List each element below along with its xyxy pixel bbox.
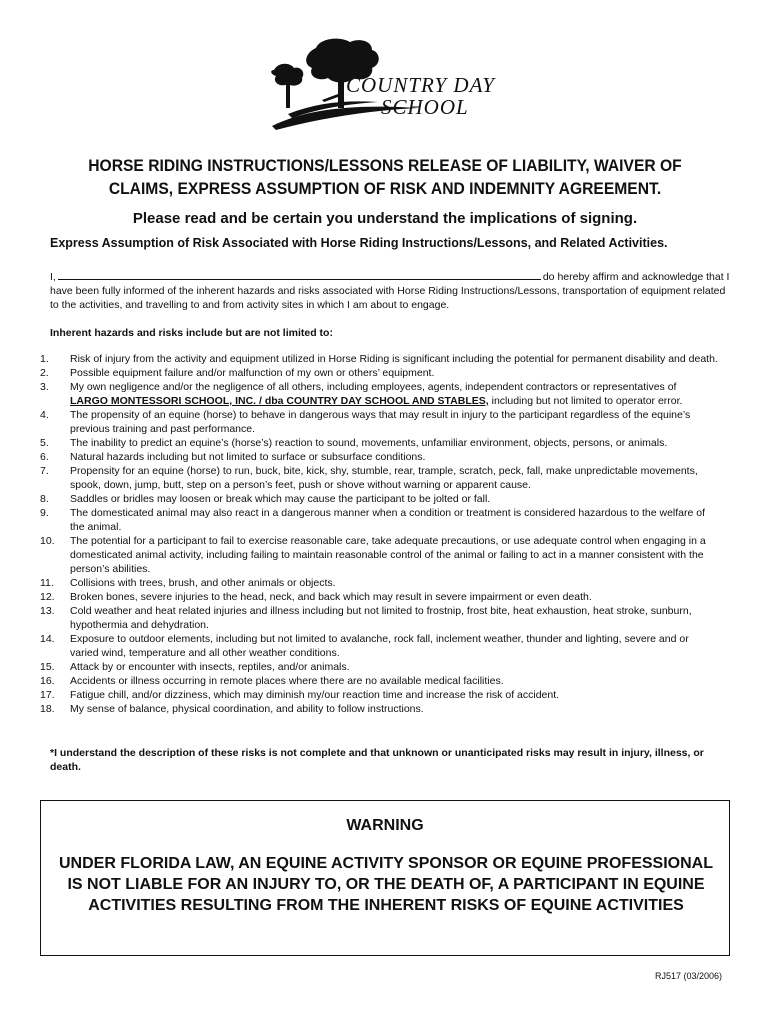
form-code: RJ517 (03/2006)	[654, 971, 722, 981]
list-item	[40, 506, 720, 534]
list-item	[40, 688, 720, 702]
item-number: 7.	[40, 465, 49, 477]
item-text: Broken bones, severe injuries to the head, neck, and back which may result in severe impairment or even death.	[70, 591, 592, 603]
item-text: My own negligence and/or the negligence of all others, including employees, agents, independent contractors or representatives of	[70, 381, 677, 393]
item-text: Accidents or illness occurring in remote places where there are no available medical facilities.	[70, 675, 504, 687]
list-item	[40, 464, 720, 492]
intro-suffix: do hereby affirm and acknowledge	[542, 271, 704, 283]
item-text: Exposure to outdoor elements, including but not limited to avalanche, rock fall, inclement weather, thunder and lighting, severe and or varied wind, temperature and all other weather conditions.	[70, 633, 689, 659]
item-text: Natural hazards including but not limited to surface or subsurface conditions.	[70, 451, 426, 463]
list-item	[40, 590, 720, 604]
list-item	[40, 352, 720, 366]
item-text: Attack by or encounter with insects, reptiles, and/or animals.	[70, 661, 350, 673]
list-item	[40, 674, 720, 688]
item-text: The inability to predict an equine’s (horse’s) reaction to sound, movements, unfamiliar environment, objects, persons, or animals.	[70, 437, 668, 449]
item-number: 5.	[40, 437, 49, 449]
warning-body: UNDER FLORIDA LAW, AN EQUINE ACTIVITY SPONSOR OR EQUINE PROFESSIONAL IS NOT LIABLE FOR AN INJURY TO, OR THE DEATH OF, A PARTICIPANT IN EQUINE ACTIVITIES RESULTING FROM THE INHERENT RISKS OF EQUINE ACTIVITIES	[59, 855, 713, 914]
organization-name: LARGO MONTESSORI SCHOOL, INC. / dba COUNTRY DAY SCHOOL AND STABLES,	[70, 395, 489, 407]
item-number: 12.	[40, 591, 55, 603]
item-number: 3.	[40, 381, 49, 393]
risk-acknowledgement-note: *I understand the description of these risks is not complete and that unknown or unanticipated risks may result in injury, illness, or death.	[50, 747, 704, 773]
item-number: 10.	[40, 535, 55, 547]
item-text: The domesticated animal may also react in a dangerous manner when a condition or treatment is considered hazardous to the welfare of the animal.	[70, 507, 706, 533]
item-text: The propensity of an equine (horse) to behave in dangerous ways that may result in injury to the participant regardless of the equine’s previous training and past performance.	[70, 409, 691, 435]
item-number: 17.	[40, 689, 55, 701]
list-item	[40, 408, 720, 436]
item-text: Cold weather and heat related injuries and illness including but not limited to frostnip, frost bite, heat exhaustion, heat stroke, sunburn, hypothermia and dehydration.	[70, 605, 692, 631]
warning-title: WARNING	[346, 817, 424, 834]
item-number: 16.	[40, 675, 55, 687]
item-text: Collisions with trees, brush, and other animals or objects.	[70, 577, 336, 589]
hazards-heading: Inherent hazards and risks include but are not limited to:	[50, 327, 333, 339]
list-item	[40, 492, 720, 506]
list-item	[40, 576, 720, 590]
list-item	[40, 436, 720, 450]
item-text: Propensity for an equine (horse) to run, buck, bite, kick, shy, stumble, rear, trample, scratch, peck, fall, make unpredictable movements, spook, down, jump, butt, step on a person’s feet, push or shove without warning or apparent cause.	[70, 465, 698, 491]
list-item	[40, 450, 720, 464]
warning-box	[40, 800, 730, 956]
section-heading: Express Assumption of Risk Associated with Horse Riding Instructions/Lessons, and Related Activities.	[50, 236, 668, 250]
item-number: 6.	[40, 451, 49, 463]
list-item	[40, 534, 720, 576]
document-subtitle: Please read and be certain you understand the implications of signing.	[132, 210, 638, 227]
list-item	[40, 702, 720, 716]
list-item	[40, 604, 720, 632]
item-text: The potential for a participant to fail to exercise reasonable care, take adequate precautions, or use adequate control when engaging in a domesticated animal activity, including failing to maintain reasonable control of the animal or failing to act in a manner consistent with the person’s abilities.	[70, 535, 706, 575]
item-text: Risk of injury from the activity and equipment utilized in Horse Riding is significant including the potential for permanent disability and death.	[70, 353, 718, 365]
item-number: 2.	[40, 367, 49, 379]
item-text-after: including but not limited to operator error.	[488, 395, 683, 407]
intro-prefix: I,	[50, 271, 56, 283]
hazards-list	[40, 352, 720, 716]
list-item	[40, 366, 720, 380]
list-item	[40, 632, 720, 660]
list-item	[40, 660, 720, 674]
item-text: Possible equipment failure and/or malfunction of my own or others’ equipment.	[70, 367, 435, 379]
item-number: 13.	[40, 605, 55, 617]
item-text: Saddles or bridles may loosen or break which may cause the participant to be jolted or fall.	[70, 493, 491, 505]
item-number: 4.	[40, 409, 49, 421]
item-number: 15.	[40, 661, 55, 673]
item-text: My sense of balance, physical coordination, and ability to follow instructions.	[70, 703, 424, 715]
item-number: 8.	[40, 493, 49, 505]
list-item	[40, 380, 720, 408]
item-number: 11.	[40, 577, 54, 589]
intro-rest: that I have been fully informed of the inherent hazards and risks associated with Horse Riding Instructions/Lessons, transportation of equipment related to the activities, and travelling to and from activity sites in which I am about to engage.	[50, 271, 730, 311]
logo-text-line2: SCHOOL	[381, 95, 469, 119]
intro-paragraph	[50, 270, 730, 312]
item-number: 14.	[40, 633, 55, 645]
item-number: 18.	[40, 703, 55, 715]
name-blank-field[interactable]	[58, 270, 541, 280]
item-number: 9.	[40, 507, 49, 519]
logo-text-line1: COUNTRY DAY	[346, 73, 495, 97]
document-title: HORSE RIDING INSTRUCTIONS/LESSONS RELEASE OF LIABILITY, WAIVER OF CLAIMS, EXPRESS ASSUMPTION OF RISK AND INDEMNITY AGREEMENT.	[88, 156, 682, 198]
item-number: 1.	[40, 353, 49, 365]
item-text: Fatigue chill, and/or dizziness, which may diminish my/our reaction time and increase the risk of accident.	[70, 689, 560, 701]
